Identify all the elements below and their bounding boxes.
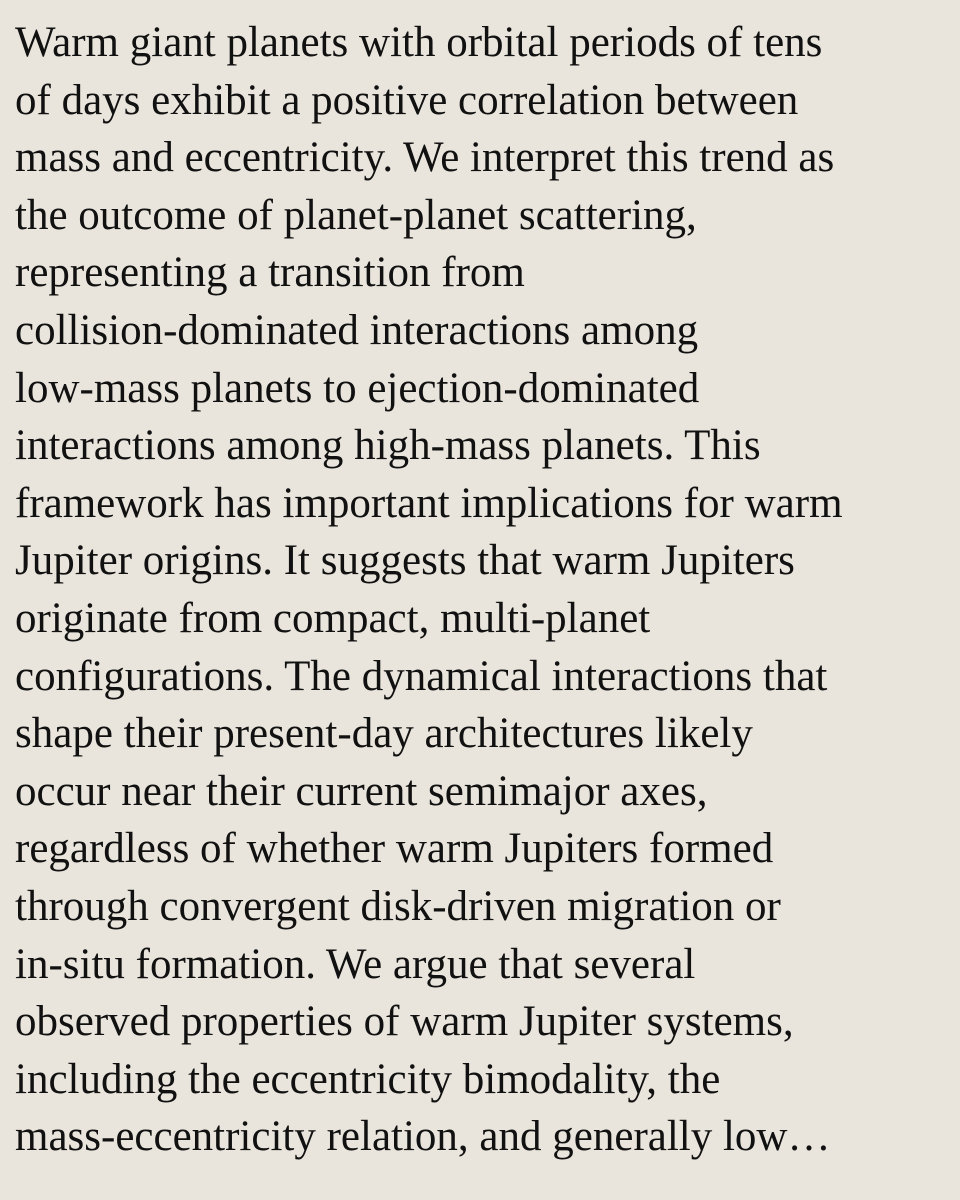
text-line-5: representing a transition from xyxy=(15,249,525,297)
text-line-1: Warm giant planets with orbital periods of tens xyxy=(15,19,823,66)
text-line-13: shape their present-day architectures likely xyxy=(15,710,753,758)
text-line-2: of days exhibit a positive correlation between xyxy=(15,76,799,124)
text-line-4: the outcome of planet-planet scattering, xyxy=(15,191,697,239)
text-line-18: observed properties of warm Jupiter systems, xyxy=(15,998,794,1046)
text-line-20: mass-eccentricity relation, and generally low… xyxy=(15,1113,831,1161)
text-line-10: Jupiter origins. It suggests that warm Jupiters xyxy=(15,537,795,585)
text-line-16: through convergent disk-driven migration or xyxy=(15,882,781,930)
abstract-text xyxy=(15,14,955,1166)
text-line-7: low-mass planets to ejection-dominated xyxy=(15,364,700,412)
text-line-14: occur near their current semimajor axes, xyxy=(15,767,708,815)
text-line-3: mass and eccentricity. We interpret this trend as xyxy=(15,134,835,182)
text-line-17: in-situ formation. We argue that several xyxy=(15,940,696,988)
text-line-15: regardless of whether warm Jupiters formed xyxy=(15,825,774,873)
text-line-6: collision-dominated interactions among xyxy=(15,306,699,354)
text-line-19: including the eccentricity bimodality, the xyxy=(15,1055,721,1103)
text-line-11: originate from compact, multi-planet xyxy=(15,594,651,642)
text-line-8: interactions among high-mass planets. This xyxy=(15,422,761,470)
text-line-12: configurations. The dynamical interactions that xyxy=(15,652,828,700)
text-line-9: framework has important implications for warm xyxy=(15,479,843,527)
